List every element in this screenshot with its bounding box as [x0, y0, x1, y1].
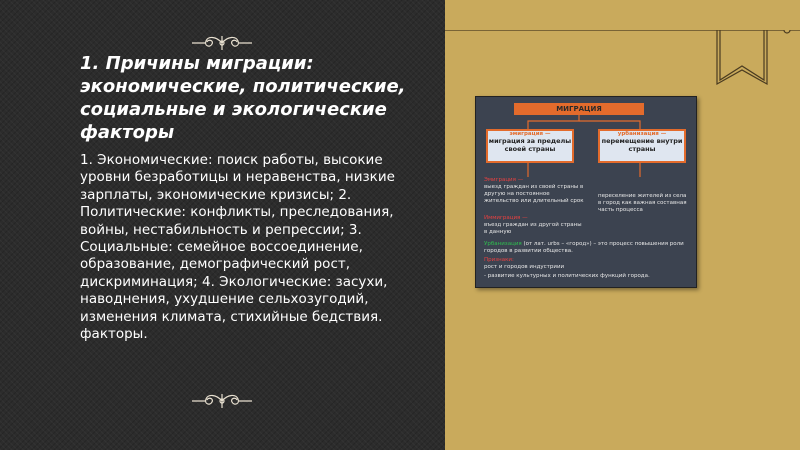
slide-body: 1. Экономические: поиск работы, высокие уровни безработицы и неравенства, низкие зарплаты, экономические кризисы; 2. Политические: конфликты, преследования, войны, нестабильность и репрессии; 3. Социальные: семейное воссоединение, образование, демографический рост, дискриминация; 4. Экологические: засухи, наводнения, ухудшение сельхозугодий, изменения климата, стихийные бедствия. факторы. [80, 152, 395, 343]
diagram-left-text-1: Эмиграция — выезд граждан из своей страны в другую на постоянное жительство или длительный срок [484, 177, 584, 204]
ornament-top-icon [190, 32, 254, 54]
diagram-right-text: переселение жителей из села в город как важная составная часть процесса [598, 193, 687, 213]
slide-title: 1. Причины миграции: экономические, политические, социальные и экологические факторы [80, 53, 406, 143]
diagram-header: МИГРАЦИЯ [514, 103, 644, 115]
ornament-bottom-icon [190, 390, 254, 412]
diagram-bottom-3: - развитие культурных и политических функций города. [484, 273, 650, 279]
diagram-left-text-2: Иммиграция — въезд граждан из другой страны в данную [484, 215, 582, 235]
bookmark-ribbon-icon [445, 30, 800, 90]
diagram-bottom-1: Урбанизация (от лат. urbs – «город») – это процесс повышения роли городов в развитии общества. [484, 241, 684, 254]
diagram-box-external: эмиграция — миграция за пределы своей страны [486, 129, 574, 163]
diagram-bottom-2: Признаки: рост и городов индустриии [484, 257, 565, 270]
diagram-box-internal: урбанизация — перемещение внутри страны [598, 129, 686, 163]
migration-diagram-image [475, 96, 697, 288]
